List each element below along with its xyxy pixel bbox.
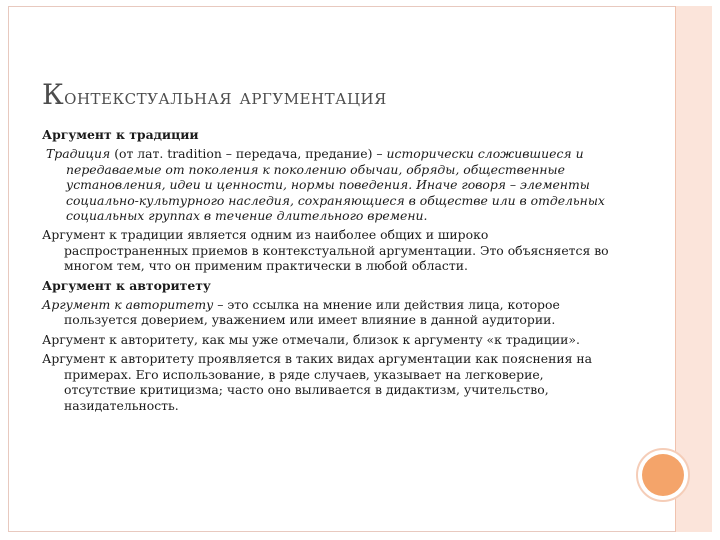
- title-rest: онтекстуальная аргументация: [64, 85, 387, 110]
- tradition-definition-text: исторически сложившиеся и передаваемые от поколения к поколению обычаи, обряды, общественные установления, идеи и ценности, нормы поведения. Иначе говоря – элементы социально-культурного наследия, сохраняющиеся в обществе или в отдельных социальных группах в течение длительного времени.: [66, 146, 605, 224]
- heading-tradition: Аргумент к традиции: [42, 127, 199, 142]
- tradition-etymology: (от лат. tradition – передача, предание) –: [110, 146, 387, 162]
- authority-term: Аргумент к авторитету: [42, 297, 214, 313]
- authority-paragraph-2: Аргумент к авторитету проявляется в таких видах аргументации как пояснения на примерах. Его использование, в ряде случаев, указывает на легковерие, отсутствие критицизма; часто оно выливается в дидактизм, учительство, назидательность.: [42, 351, 593, 413]
- slide-title: [42, 78, 622, 111]
- tradition-definition: [42, 146, 612, 223]
- heading-authority: Аргумент к авторитету: [42, 277, 211, 293]
- authority-definition-text: – это ссылка на мнение или действия лица, которое пользуется доверием, уважением или имеет влияние в данной аудитории.: [64, 297, 560, 328]
- authority-paragraph-1: Аргумент к авторитету, как мы уже отмечали, близок к аргументу «к традиции».: [42, 331, 580, 347]
- tradition-term: Традиция: [46, 146, 111, 162]
- decorative-side-strip: [676, 6, 712, 532]
- authority-definition: [42, 297, 612, 328]
- title-first-letter: К: [42, 78, 65, 111]
- decorative-circle: [642, 454, 684, 496]
- tradition-paragraph: Аргумент к традиции является одним из наиболее общих и широко распространенных приемов в контекстуальной аргументации. Это объясняется во многом тем, что он применим практически в любой области.: [42, 227, 609, 274]
- slide-body: [42, 127, 612, 417]
